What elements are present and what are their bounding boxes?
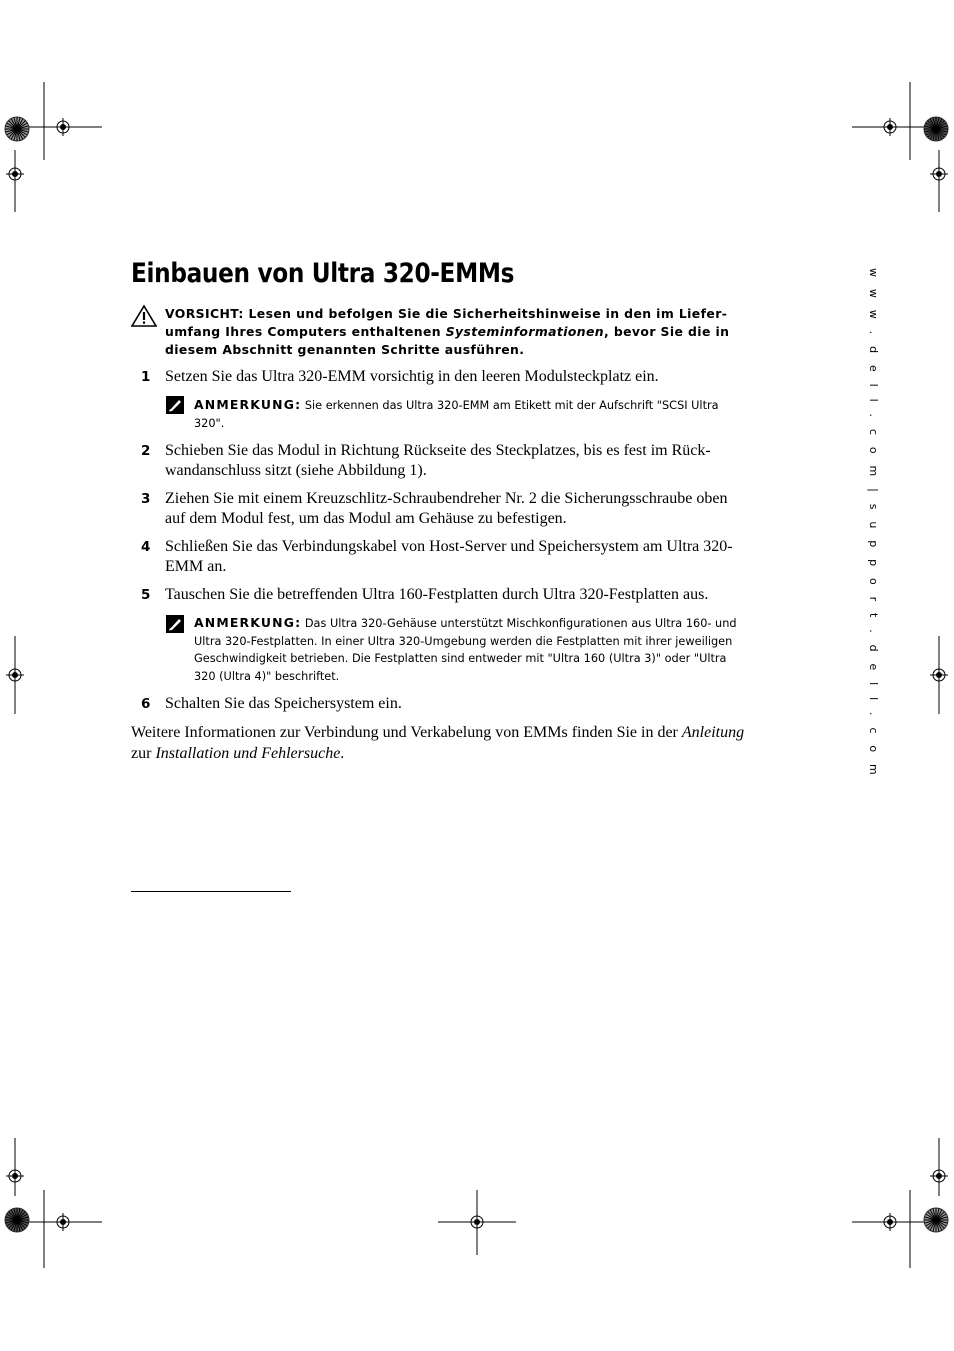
closing-text-2: zur (131, 745, 156, 762)
step-text: Setzen Sie das Ultra 320-EMM vorsichtig in den leeren Modulsteckplatz ein. (165, 368, 659, 385)
page-title: Einbauen von Ultra 320-EMMs (131, 258, 515, 289)
step-number: 4 (141, 539, 151, 555)
step-text: Ziehen Sie mit einem Kreuzschlitz-Schraubendreher Nr. 2 die Sicherungsschraube oben auf dem Modul fest, um das Modul am Gehäuse zu befestigen. (165, 490, 728, 527)
note-2 (194, 614, 739, 685)
closing-paragraph (131, 722, 751, 764)
note-pencil-icon (166, 396, 184, 414)
note-pencil-icon (166, 615, 184, 633)
closing-emphasis-1: Anleitung (681, 724, 745, 741)
step-number: 3 (141, 491, 151, 507)
step-number: 2 (141, 443, 151, 459)
step-text: Schalten Sie das Speichersystem ein. (165, 695, 402, 712)
caution-text-1: Lesen und befolgen Sie die Sicherheitshinweise in den im Liefer-umfang Ihres Computers enthaltenen (165, 306, 728, 339)
caution-icon (130, 304, 158, 328)
step-number: 6 (141, 696, 151, 712)
caution-emphasis: Systeminformationen (445, 324, 605, 339)
footnote-rule (131, 891, 291, 892)
caution-notice (165, 305, 740, 359)
step-number: 1 (141, 369, 151, 385)
closing-text-3: . (340, 745, 345, 762)
note-label: ANMERKUNG: (194, 397, 302, 412)
caution-text-2: , bevor Sie die in diesem Abschnitt genannten Schritte ausführen. (165, 324, 730, 357)
note-text: Das Ultra 320-Gehäuse unterstützt Mischkonfigurationen aus Ultra 160- und Ultra 320-Festplatten. In einer Ultra 320-Umgebung werden die Festplatten mit ihrer jeweiligen Geschwindigkeit betrieben. Die Festplatten sind entweder mit "Ultra 160 (Ultra 3)" oder "Ultra 320 (Ultra 4)" beschriftet. (194, 617, 737, 683)
sidebar-url: w w w . d e l l . c o m | s u p p o r t . d e l l . c o m (867, 268, 880, 779)
note-text: Sie erkennen das Ultra 320-EMM am Etikett mit der Aufschrift "SCSI Ultra 320". (194, 399, 719, 430)
step-text: Tauschen Sie die betreffenden Ultra 160-Festplatten durch Ultra 320-Festplatten aus. (165, 586, 709, 603)
note-1 (194, 396, 739, 432)
step-text: Schließen Sie das Verbindungskabel von Host-Server und Speichersystem am Ultra 320-EMM an. (165, 538, 733, 575)
caution-label: VORSICHT: (165, 306, 244, 321)
closing-emphasis-2: Installation und Fehlersuche (155, 745, 341, 762)
step-number: 5 (141, 587, 151, 603)
note-label: ANMERKUNG: (194, 615, 302, 630)
closing-text-1: Weitere Informationen zur Verbindung und Verkabelung von EMMs finden Sie in der (131, 724, 682, 741)
step-text: Schieben Sie das Modul in Richtung Rückseite des Steckplatzes, bis es fest im Rück-wandanschluss sitzt (siehe Abbildung 1). (165, 442, 711, 479)
